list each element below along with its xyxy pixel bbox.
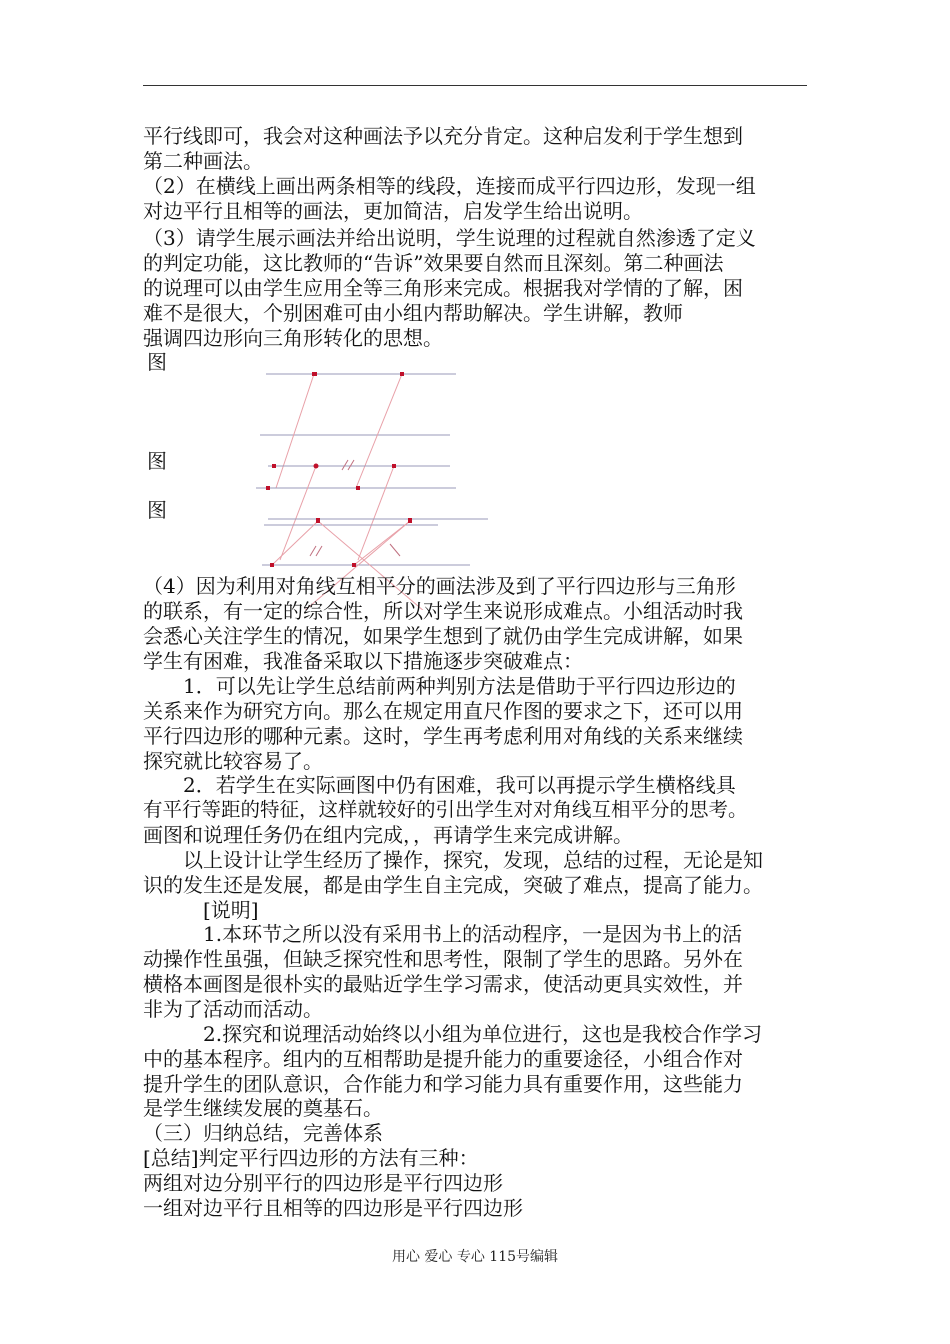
figure-label-3: 图 bbox=[147, 498, 167, 522]
drawing-1 bbox=[260, 372, 456, 488]
text-line: 难不是很大，个别困难可由小组内帮助解决。学生讲解，教师 bbox=[143, 301, 683, 325]
parallelogram-drawings bbox=[250, 360, 510, 610]
text-line: 关系来作为研究方向。那么在规定用直尺作图的要求之下，还可以用 bbox=[143, 699, 743, 723]
text-line: 1.本环节之所以没有采用书上的活动程序，一是因为书上的活 bbox=[143, 922, 743, 946]
text-line: 两组对边分别平行的四边形是平行四边形 bbox=[143, 1171, 503, 1195]
text-line: 中的基本程序。组内的互相帮助是提升能力的重要途径，小组合作对 bbox=[143, 1047, 743, 1071]
text-line: 是学生继续发展的奠基石。 bbox=[143, 1096, 383, 1120]
text-line: 的联系，有一定的综合性，所以对学生来说形成难点。小组活动时我 bbox=[143, 599, 743, 623]
text-line: 识的发生还是发展，都是由学生自主完成，突破了难点，提高了能力。 bbox=[143, 873, 763, 897]
text-line: 画图和说理任务仍在组内完成，，再请学生来完成讲解。 bbox=[143, 823, 633, 847]
text-line: 有平行等距的特征，这样就较好的引出学生对对角线互相平分的思考。 bbox=[143, 798, 748, 821]
text-line: [说明] bbox=[143, 898, 259, 922]
text-line: （2）在横线上画出两条相等的线段，连接而成平行四边形，发现一组 bbox=[143, 174, 756, 198]
text-line: 平行四边形的哪种元素。这时，学生再考虑利用对角线的关系来继续 bbox=[143, 724, 743, 748]
text-line: （4）因为利用对角线互相平分的画法涉及到了平行四边形与三角形 bbox=[143, 574, 736, 598]
text-line: 2.探究和说理活动始终以小组为单位进行，这也是我校合作学习 bbox=[143, 1022, 763, 1046]
text-line: 探究就比较容易了。 bbox=[143, 749, 323, 773]
text-line: 非为了活动而活动。 bbox=[143, 997, 323, 1021]
text-line: 平行线即可，我会对这种画法予以充分肯定。这种启发利于学生想到 bbox=[143, 124, 743, 148]
figure-label-1: 图 bbox=[147, 350, 167, 374]
text-line: 提升学生的团队意识，合作能力和学习能力具有重要作用，这些能力 bbox=[143, 1072, 743, 1096]
text-line: 的判定功能，这比教师的“告诉”效果要自然而且深刻。第二种画法 bbox=[143, 251, 724, 275]
text-line: 2．若学生在实际画图中仍有困难，我可以再提示学生横格线具 bbox=[143, 773, 736, 797]
text-line: 第二种画法。 bbox=[143, 149, 263, 173]
text-line: 1．可以先让学生总结前两种判别方法是借助于平行四边形边的 bbox=[143, 674, 736, 698]
text-line: 强调四边形向三角形转化的思想。 bbox=[143, 326, 443, 350]
text-line: 横格本画图是很朴实的最贴近学生学习需求，使活动更具实效性，并 bbox=[143, 972, 743, 996]
text-line: 学生有困难，我准备采取以下措施逐步突破难点： bbox=[143, 649, 583, 673]
text-line: 对边平行且相等的画法，更加简洁，启发学生给出说明。 bbox=[143, 199, 643, 223]
drawing-2 bbox=[256, 460, 456, 560]
text-line: （3）请学生展示画法并给出说明，学生说理的过程就自然渗透了定义 bbox=[143, 226, 756, 250]
figure-label-2: 图 bbox=[147, 449, 167, 473]
text-line: 以上设计让学生经历了操作，探究，发现，总结的过程，无论是知 bbox=[143, 848, 763, 872]
text-line: [总结]判定平行四边形的方法有三种： bbox=[143, 1146, 479, 1170]
section-heading: （三）归纳总结，完善体系 bbox=[143, 1121, 383, 1145]
header-rule bbox=[143, 85, 807, 86]
text-line: 会悉心关注学生的情况，如果学生想到了就仍由学生完成讲解，如果 bbox=[143, 624, 743, 648]
text-line: 动操作性虽强，但缺乏探究性和思考性，限制了学生的思路。另外在 bbox=[143, 947, 743, 971]
text-line: 一组对边平行且相等的四边形是平行四边形 bbox=[143, 1196, 523, 1220]
page-footer: 用心 爱心 专心 115号编辑 bbox=[391, 1249, 559, 1265]
text-line: 的说理可以由学生应用全等三角形来完成。根据我对学情的了解，困 bbox=[143, 276, 743, 300]
